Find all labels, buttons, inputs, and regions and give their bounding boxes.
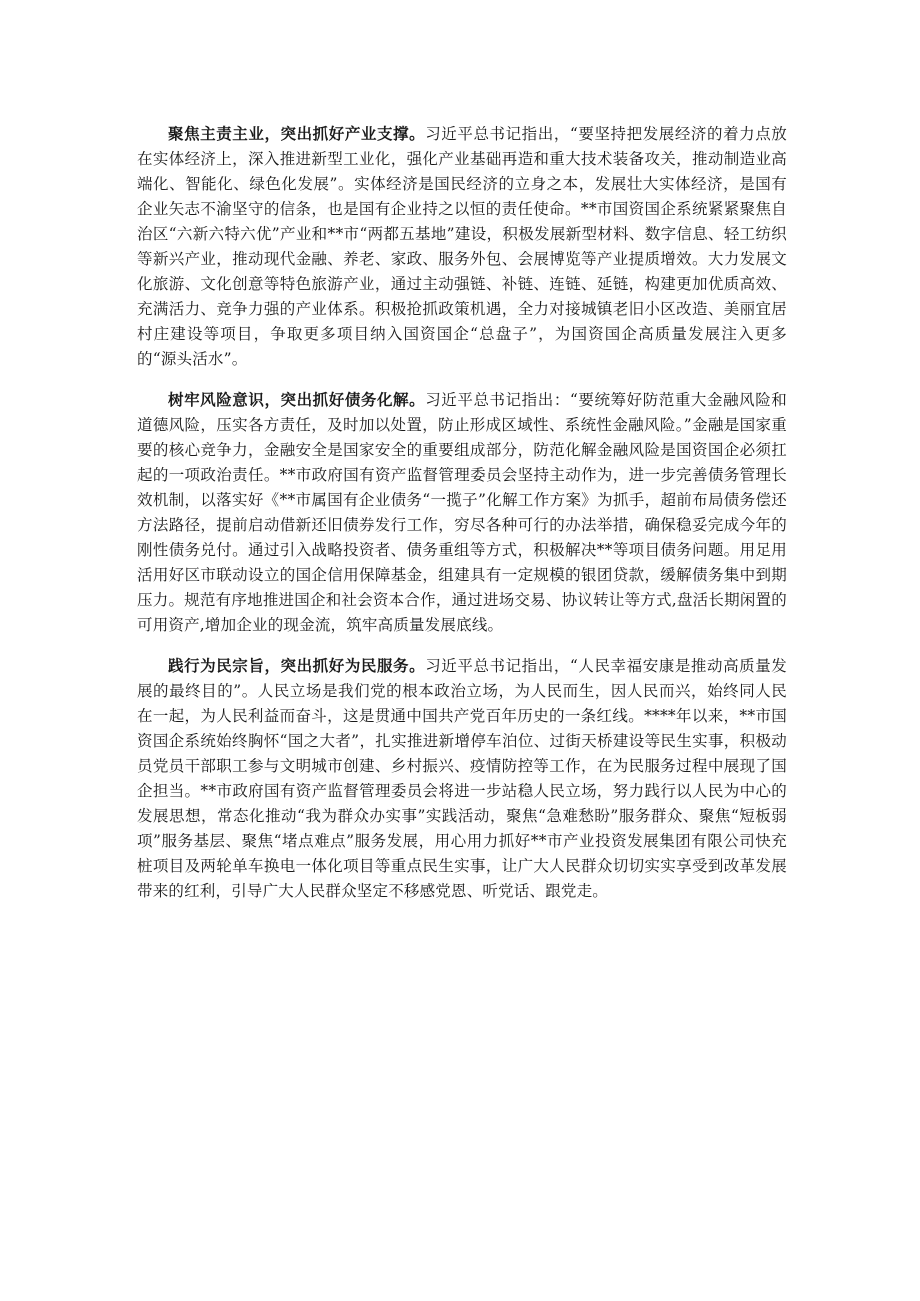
paragraph-text: 习近平总书记指出，“要坚持把发展经济的着力点放在实体经济上，深入推进新型工业化，强化产业基础再造和重大技术装备攻关，推动制造业高端化、智能化、绿色化发展”。实体经济是国民经济的立身之本，发展壮大实体经济，是国有企业矢志不渝坚守的信条，也是国有企业持之以恒的责任使命。**市国资国企系统紧紧聚焦自治区“六新六特六优”产业和**市“两都五基地”建设，积极发展新型材料、数字信息、轻工纺织等新兴产业，推动现代金融、养老、家政、服务外包、会展博览等产业提质增效。大力发展文化旅游、文化创意等特色旅游产业，通过主动强链、补链、连链、延链，构建更加优质高效、充满活力、竞争力强的产业体系。积极抢抓政策机遇，全力对接城镇老旧小区改造、美丽宜居村庄建设等项目，争取更多项目纳入国资国企“总盘子”，为国资国企高质量发展注入更多的“源头活水”。: [137, 125, 788, 368]
paragraph-people-service: [137, 654, 787, 904]
paragraph-debt-resolution: [137, 388, 787, 638]
paragraph-heading: 树牢风险意识，突出抓好债务化解。: [168, 391, 426, 409]
paragraph-industry-support: [137, 122, 787, 372]
paragraph-heading: 践行为民宗旨，突出抓好为民服务。: [168, 657, 426, 675]
paragraph-text: 习近平总书记指出，“人民幸福安康是推动高质量发展的最终目的”。人民立场是我们党的根本政治立场，为人民而生，因人民而兴，始终同人民在一起，为人民利益而奋斗，这是贯通中国共产党百年历史的一条红线。****年以来，**市国资国企系统始终胸怀“国之大者”，扎实推进新增停车泊位、过街天桥建设等民生实事，积极动员党员干部职工参与文明城市创建、乡村振兴、疫情防控等工作，在为民服务过程中展现了国企担当。**市政府国有资产监督管理委员会将进一步站稳人民立场，努力践行以人民为中心的发展思想，常态化推动“我为群众办实事”实践活动，聚焦“急难愁盼”服务群众、聚焦“短板弱项”服务基层、聚焦“堵点难点”服务发展，用心用力抓好**市产业投资发展集团有限公司快充桩项目及两轮单车换电一体化项目等重点民生实事，让广大人民群众切切实实享受到改革发展带来的红利，引导广大人民群众坚定不移感党恩、听党话、跟党走。: [137, 657, 788, 900]
document-body: [137, 122, 787, 920]
paragraph-heading: 聚焦主责主业，突出抓好产业支撑。: [168, 125, 426, 143]
paragraph-text: 习近平总书记指出：“要统筹好防范重大金融风险和道德风险，压实各方责任，及时加以处置，防止形成区域性、系统性金融风险。”金融是国家重要的核心竞争力，金融安全是国家安全的重要组成部分，防范化解金融风险是国资国企必须扛起的一项政治责任。**市政府国有资产监督管理委员会坚持主动作为，进一步完善债务管理长效机制，以落实好《**市属国有企业债务“一揽子”化解工作方案》为抓手，超前布局债务偿还方法路径，提前启动借新还旧债券发行工作，穷尽各种可行的办法举措，确保稳妥完成今年的刚性债务兑付。通过引入战略投资者、债务重组等方式，积极解决**等项目债务问题。用足用活用好区市联动设立的国企信用保障基金，组建具有一定规模的银团贷款，缓解债务集中到期压力。规范有序地推进国企和社会资本合作，通过进场交易、协议转让等方式,盘活长期闲置的可用资产,增加企业的现金流，筑牢高质量发展底线。: [137, 391, 788, 634]
